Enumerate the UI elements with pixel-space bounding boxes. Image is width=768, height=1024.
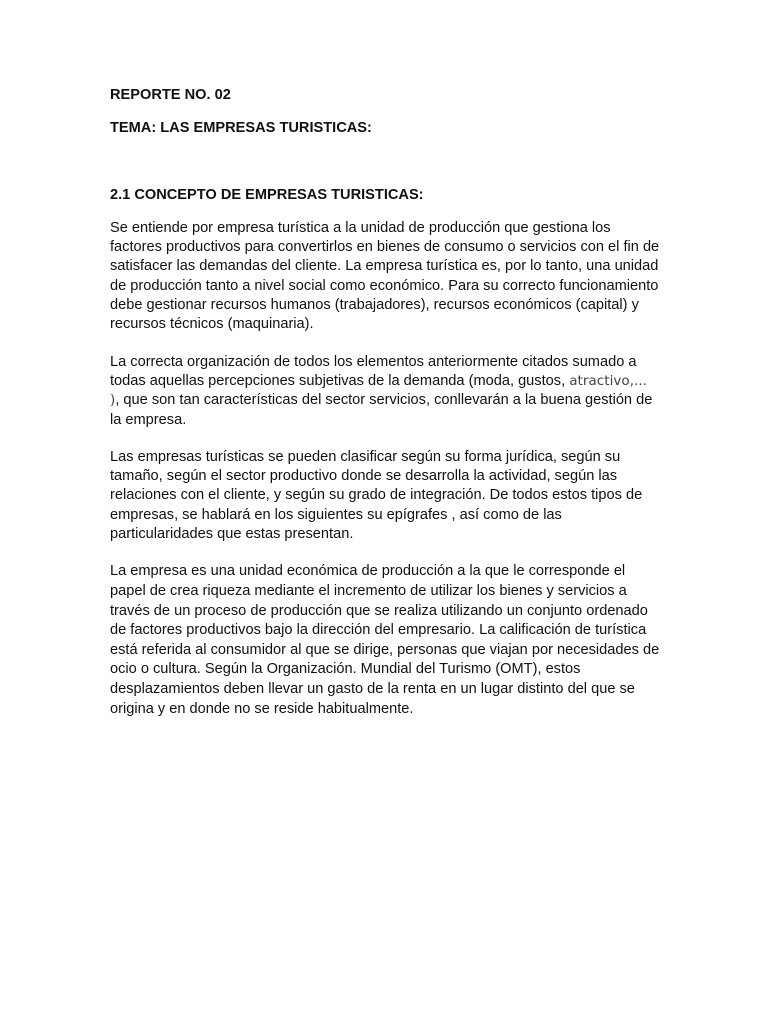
- paragraph-organization-end: , que son tan características del sector servicios, conllevarán a la buena gestión de la empresa.: [110, 392, 653, 428]
- paragraph-organization-examples: atractivo,... ): [110, 372, 647, 409]
- paragraph-economic-unit: La empresa es una unidad económica de producción a la que le corresponde el papel de crea riqueza mediante el incremento de utilizar los bienes y servicios a través de un proceso de producción que se realiza utilizando un conjunto ordenado de factores productivos bajo la dirección del empresario. La calificación de turística está referida al consumidor al que se dirige, personas que viajan por necesidades de ocio o cultura. Según la Organización. Mundial del Turismo (OMT), estos desplazamientos deben llevar un gasto de la renta en un lugar distinto del que se origina y en donde no se reside habitualmente.: [110, 563, 660, 717]
- report-topic: TEMA: LAS EMPRESAS TURISTICAS:: [110, 120, 372, 137]
- report-number: REPORTE NO. 02: [110, 87, 231, 103]
- paragraph-definition: Se entiende por empresa turística a la unidad de producción que gestiona los factores productivos para convertirlos en bienes de consumo o servicios con el fin de satisfacer las demandas del cliente. La empresa turística es, por lo tanto, una unidad de producción tanto a nivel social como económico. Para su correcto funcionamiento debe gestionar recursos humanos (trabajadores), recursos económicos (capital) y recursos técnicos (maquinaria).: [110, 219, 660, 333]
- section-title: 2.1 CONCEPTO DE EMPRESAS TURISTICAS:: [110, 186, 424, 203]
- document-page: [110, 86, 660, 737]
- paragraph-organization: [110, 353, 660, 430]
- paragraph-organization-start: La correcta organización de todos los elementos anteriormente citados sumado a todas aquellas percepciones subjetivas de la demanda (moda, gustos,: [110, 353, 637, 389]
- paragraph-classification: Las empresas turísticas se pueden clasificar según su forma jurídica, según su tamaño, según el sector productivo donde se desarrolla la actividad, según las relaciones con el cliente, y según su grado de integración. De todos estos tipos de empresas, se hablará en los siguientes su epígrafes , así como de las particularidades que estas presentan.: [110, 448, 643, 543]
